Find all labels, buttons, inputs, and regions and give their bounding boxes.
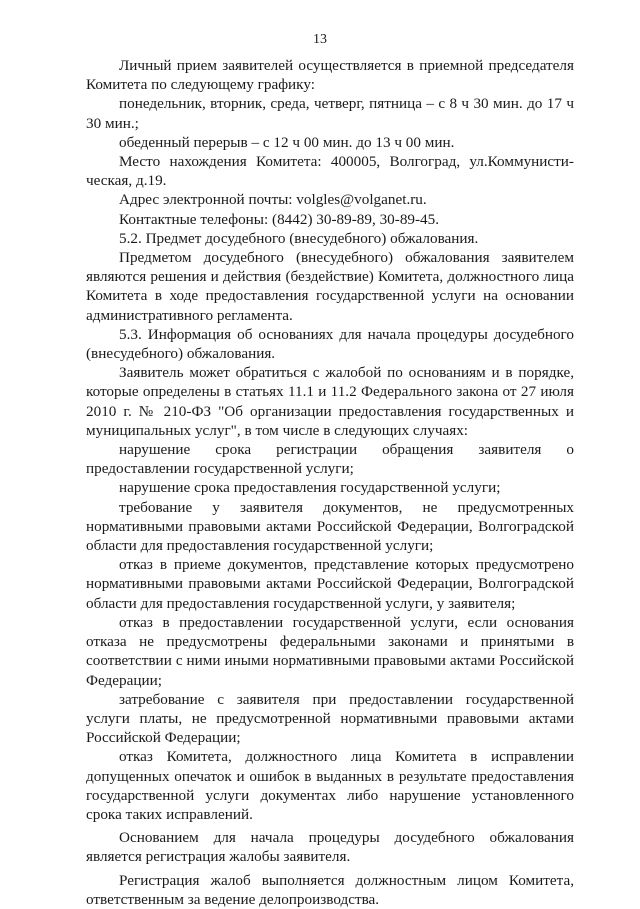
list-item-registration-violation: нарушение срока регистрации обращения заявителя о предоставлении государственной услуги; <box>86 441 574 478</box>
document-body <box>86 56 574 909</box>
paragraph-phones: Контактные телефоны: (8442) 30-89-89, 30-89-45. <box>119 210 440 228</box>
paragraph-complaint-grounds: Заявитель может обратиться с жалобой по основаниям и в порядке, которые определены в статьях 11.1 и 11.2 Федерального закона от 27 июля 2010 г. № 210-ФЗ "Об организации предоставления государственных и муниципальных услуг", в том числе в следующих случаях: <box>86 364 574 439</box>
paragraph-lunch-break: обеденный перерыв – с 12 ч 00 мин. до 13 ч 00 мин. <box>119 133 455 151</box>
list-item-service-term-violation: нарушение срока предоставления государственной услуги; <box>119 479 501 497</box>
section-heading-5-2: 5.2. Предмет досудебного (внесудебного) обжалования. <box>119 229 479 247</box>
list-item-correction-refusal: отказ Комитета, должностного лица Комитета в исправлении допущенных опечаток и ошибок в выданных в результате предоставления государственной услуги документах либо нарушение установленного срока таких исправлений. <box>86 748 574 823</box>
list-item-extra-documents: требование у заявителя документов, не предусмотренных нормативными правовыми актами Российской Федерации, Волгоградской области для предоставления государственной услуги; <box>86 498 574 555</box>
paragraph-appeal-subject: Предметом досудебного (внесудебного) обжалования заявителем являются решения и действия (бездействие) Комитета, должностного лица Комитета в ходе предоставления государственной услуги на основании административного регламента. <box>86 249 574 324</box>
list-item-service-refusal: отказ в предоставлении государственной услуги, если основания отказа не предусмотрены федеральными законами и принятыми в соответствии с ними иными нормативными правовыми актами Российской Федерации; <box>86 613 574 689</box>
page-number: 13 <box>313 32 327 47</box>
list-item-unlawful-fee: затребование с заявителя при предоставлении государственной услуги платы, не предусмотренной нормативными правовыми актами Российской Федерации; <box>86 690 574 747</box>
section-heading-5-3: 5.3. Информация об основаниях для начала процедуры досудебного (внесудебного) обжалования. <box>86 325 574 363</box>
paragraph-complaint-registration: Регистрация жалоб выполняется должностным лицом Комитета, ответственным за ведение делопроизводства. <box>86 871 574 908</box>
list-item-document-refusal: отказ в приеме документов, представление которых предусмотрено нормативными правовыми актами Российской Федерации, Волгоградской области для предоставления государственной услуги, у заявителя; <box>86 556 574 612</box>
paragraph-working-days: понедельник, вторник, среда, четверг, пятница – с 8 ч 30 мин. до 17 ч 30 мин.; <box>86 95 574 132</box>
paragraph-location: Место нахождения Комитета: 400005, Волгоград, ул.Коммунисти-ческая, д.19. <box>86 153 574 190</box>
paragraph-email: Адрес электронной почты: volgles@volganet.ru. <box>119 191 427 209</box>
paragraph-procedure-basis: Основанием для начала процедуры досудебного обжалования является регистрация жалобы заявителя. <box>86 829 574 866</box>
paragraph-reception-schedule: Личный прием заявителей осуществляется в приемной председателя Комитета по следующему графику: <box>86 57 574 94</box>
